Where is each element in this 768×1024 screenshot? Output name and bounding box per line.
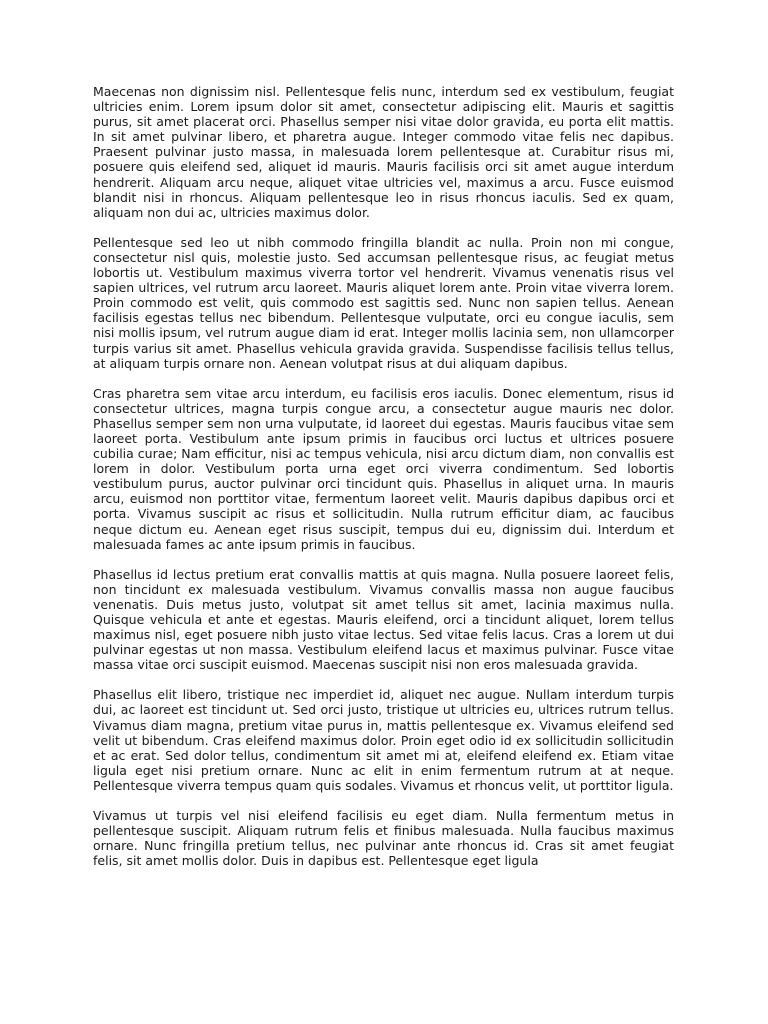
paragraph-4: Phasellus id lectus pretium erat convallis mattis at quis magna. Nulla posuere laoreet felis, non tincidunt ex malesuada vestibulum. Vivamus convallis massa non augue faucibus venenatis. Duis metus justo, volutpat sit amet tellus sit amet, lacinia maximus nulla. Quisque vehicula et ante et egestas. Mauris eleifend, orci a tincidunt aliquet, lorem tellus maximus nisl, eget posuere nibh justo vitae lectus. Sed vitae felis lacus. Cras a lorem ut dui pulvinar egestas ut non massa. Vestibulum eleifend lacus et maximus pulvinar. Fusce vitae massa vitae orci suscipit euismod. Maecenas suscipit nisi non eros malesuada gravida. [93,566,674,673]
document-page [93,84,674,883]
paragraph-1: Maecenas non dignissim nisl. Pellentesque felis nunc, interdum sed ex vestibulum, feugiat ultricies enim. Lorem ipsum dolor sit amet, consectetur adipiscing elit. Mauris et sagittis purus, sit amet placerat orci. Phasellus semper nisi vitae dolor gravida, eu porta elit mattis. In sit amet pulvinar libero, et pharetra augue. Integer commodo vitae felis nec dapibus. Praesent pulvinar justo massa, in malesuada lorem pellentesque at. Curabitur risus mi, posuere quis eleifend sed, aliquet id mauris. Mauris facilisis orci sit amet augue interdum hendrerit. Aliquam arcu neque, aliquet vitae ultricies vel, maximus a arcu. Fusce euismod blandit nisi in rhoncus. Aliquam pellentesque leo in risus rhoncus iaculis. Sed ex quam, aliquam non dui ac, ultricies maximus dolor. [93,84,674,220]
paragraph-5: Phasellus elit libero, tristique nec imperdiet id, aliquet nec augue. Nullam interdum turpis dui, ac laoreet est tincidunt ut. Sed orci justo, tristique ut ultricies eu, ultrices rutrum tellus. Vivamus diam magna, pretium vitae purus in, mattis pellentesque ex. Vivamus eleifend sed velit ut bibendum. Cras eleifend maximus dolor. Proin eget odio id ex sollicitudin sollicitudin et ac erat. Sed dolor tellus, condimentum sit amet mi at, eleifend eleifend ex. Etiam vitae ligula eget nisi pretium ornare. Nunc ac elit in enim fermentum rutrum at at neque. Pellentesque viverra tempus quam quis sodales. Vivamus et rhoncus velit, ut porttitor ligula. [93,687,674,793]
paragraph-2: Pellentesque sed leo ut nibh commodo fringilla blandit ac nulla. Proin non mi congue, consectetur nisl quis, molestie justo. Sed accumsan pellentesque risus, ac feugiat metus lobortis ut. Vestibulum maximus viverra tortor vel hendrerit. Vivamus venenatis risus vel sapien ultrices, vel rutrum arcu laoreet. Mauris aliquet lorem ante. Proin vitae viverra lorem. Proin commodo est velit, quis commodo est sagittis sed. Nunc non sapien tellus. Aenean facilisis egestas tellus nec bibendum. Pellentesque vulputate, orci eu congue iaculis, sem nisi mollis ipsum, vel rutrum augue diam id erat. Integer mollis lacinia sem, non ullamcorper turpis varius sit amet. Phasellus vehicula gravida gravida. Suspendisse facilisis tellus tellus, at aliquam turpis ornare non. Aenean volutpat risus at dui aliquam dapibus. [93,234,674,371]
paragraph-3: Cras pharetra sem vitae arcu interdum, eu facilisis eros iaculis. Donec elementum, risus id consectetur ultrices, magna turpis congue arcu, a consectetur augue mauris nec dolor. Phasellus semper sem non urna vulputate, id laoreet dui egestas. Mauris faucibus vitae sem laoreet porta. Vestibulum ante ipsum primis in faucibus orci luctus et ultrices posuere cubilia curae; Nam efficitur, nisi ac tempus vehicula, nisi arcu dictum diam, non convallis est lorem in dolor. Vestibulum porta urna eget orci viverra condimentum. Sed lobortis vestibulum purus, auctor pulvinar orci tincidunt quis. Phasellus in aliquet urna. In mauris arcu, euismod non porttitor vitae, fermentum laoreet velit. Mauris dapibus dapibus orci et porta. Vivamus suscipit ac risus et sollicitudin. Nulla rutrum efficitur diam, ac faucibus neque dictum eu. Aenean eget risus suscipit, tempus dui eu, dignissim dui. Interdum et malesuada fames ac ante ipsum primis in faucibus. [93,385,674,552]
paragraph-6: Vivamus ut turpis vel nisi eleifend facilisis eu eget diam. Nulla fermentum metus in pellentesque suscipit. Aliquam rutrum felis et finibus malesuada. Nulla faucibus maximus ornare. Nunc fringilla pretium tellus, nec pulvinar ante rhoncus id. Cras sit amet feugiat felis, sit amet mollis dolor. Duis in dapibus est. Pellentesque eget ligula [93,808,674,869]
